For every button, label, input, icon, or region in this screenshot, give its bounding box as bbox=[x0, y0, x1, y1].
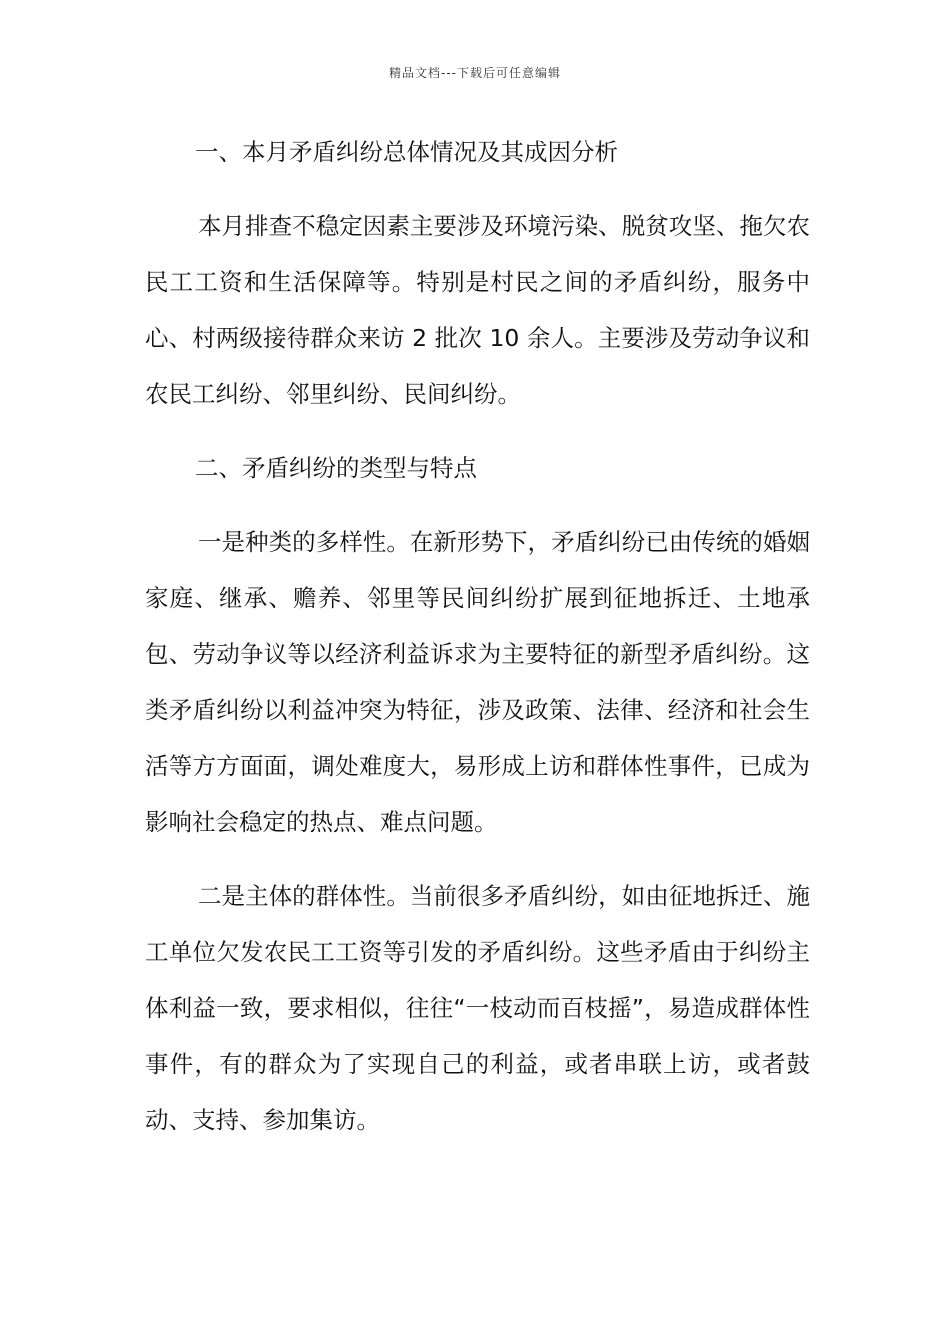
paragraph-1-1: 本月排查不稳定因素主要涉及环境污染、脱贫攻坚、拖欠农民工工资和生活保障等。特别是村民之间的矛盾纠纷，服务中心、村两级接待群众来访 2 批次 10 余人。主要涉及劳动争议和农民工纠纷、邻里纠纷、民间纠纷。 bbox=[145, 212, 810, 408]
paragraph-2-1: 一是种类的多样性。在新形势下，矛盾纠纷已由传统的婚姻家庭、继承、赡养、邻里等民间纠纷扩展到征地拆迁、土地承包、劳动争议等以经济利益诉求为主要特征的新型矛盾纠纷。这类矛盾纠纷以利益冲突为特征，涉及政策、法律、经济和社会生活等方方面面，调处难度大，易形成上访和群体性事件，已成为影响社会稳定的热点、难点问题。 bbox=[145, 528, 810, 836]
section-heading-2: 二、矛盾纠纷的类型与特点 bbox=[195, 454, 477, 482]
page-header: 精品文档---下载后可任意编辑 bbox=[389, 66, 561, 80]
document-body bbox=[145, 124, 810, 1166]
paragraph-2-2: 二是主体的群体性。当前很多矛盾纠纷，如由征地拆迁、施工单位欠发农民工工资等引发的矛盾纠纷。这些矛盾由于纠纷主体利益一致，要求相似，往往“一枝动而百枝摇”，易造成群体性事件，有的群众为了实现自己的利益，或者串联上访，或者鼓动、支持、参加集访。 bbox=[145, 882, 810, 1134]
section-heading-1: 一、本月矛盾纠纷总体情况及其成因分析 bbox=[195, 138, 618, 166]
